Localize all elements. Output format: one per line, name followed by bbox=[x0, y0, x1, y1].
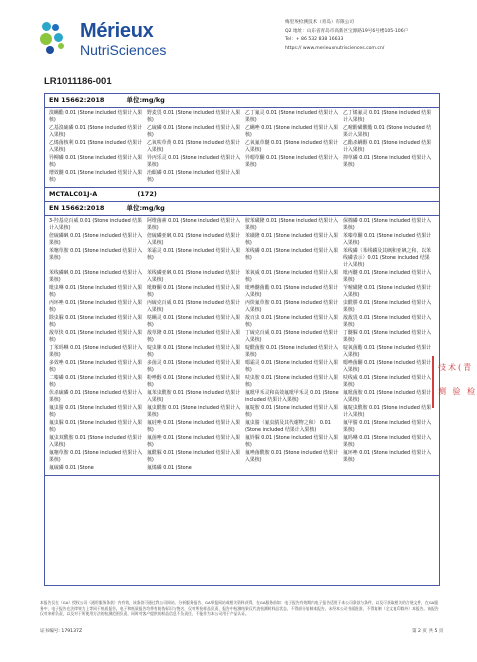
company-line: Q2 地址：山东省青岛市高新区宝源路19号6号楼105-106户 bbox=[285, 28, 409, 34]
brand-subtitle: NutriSciences bbox=[80, 42, 167, 58]
analyte-result: 氟铃脲 0.01 (Stone included 结果计入果核) bbox=[245, 435, 339, 448]
logo-bubbles-icon bbox=[40, 22, 76, 56]
analyte-result: 吡蚜酮 0.01 (Stone included 结果计入果核) bbox=[147, 285, 241, 298]
analyte-result: 吡唑醚菌酯 0.01 (Stone included 结果计入果核) bbox=[245, 285, 339, 298]
analyte-result: 丙炔氟草胺 0.01 (Stone included 结果计入果核) bbox=[245, 300, 339, 313]
analyte-result: 多菌灵 0.01 (Stone included 结果计入果核) bbox=[147, 360, 241, 373]
analyte-result: 溴螨酯 0.01 (Stone included 结果计入果核) bbox=[49, 110, 143, 123]
analyte-result: 氟苯虫酰胺 0.01 (Stone included 结果计入果核) bbox=[147, 390, 241, 403]
analyte-result: 乙基溴硫磷 0.01 (Stone included 结果计入果核) bbox=[49, 125, 143, 138]
analyte-result: 敌敌畏 0.01 (Stone included 结果计入果核) bbox=[343, 315, 432, 328]
page-number: 第 2 页 共 5 页 bbox=[412, 629, 444, 634]
analyte-result: 丁苯吗啉 0.01 (Stone included 结果计入果核) bbox=[49, 345, 143, 358]
analyte-result: 乙烯菌核利 0.01 (Stone included 结果计入果核) bbox=[49, 140, 143, 153]
analyte-result: 苯线磷 0.01 (Stone included 结果计入果核) bbox=[245, 248, 339, 261]
analyte-result: 啶酰菌胺 0.01 (Stone included 结果计入果核) bbox=[245, 345, 339, 358]
analyte-result: 啶虫脒 0.01 (Stone included 结果计入果核) bbox=[147, 345, 241, 358]
stamp-text: 测 验 检 bbox=[438, 387, 477, 396]
analyte-result: 氟吗啉 0.01 (Stone included 结果计入果核) bbox=[343, 435, 432, 448]
footer-note: 本报告仅在（GA）授权公司（通用服务条款）内有效，该条款可通过我公司网站、分析服务报告、GA举报网站或相关资料获得，在GA服务前如：电子报告有效期内电子报告适用于本公司条款与条件，以及可获取相关的合规文件，在GA服务中，电子报告在法律效力上等同于纸质报告。电子和纸质报告均带有防伪标识与签名，仅对所检样品负责，报告中检测结果仅代表检测时样品状态，不得部分复制本报告。未经本公司书面批准，不得复制（全文复印除外）本报告。该报告仅对来样负责，以及对于所使用方法的检测范围负责，同时对客户提供的样品信息不负责任，不能作为本公司用于产品认证。 bbox=[40, 600, 439, 617]
analyte-result: 丙环唑 0.01 (Stone included 结果计入果核) bbox=[49, 300, 143, 313]
analyte-result: 氟吡菌胺 0.01 (Stone included 结果计入果核) bbox=[343, 390, 432, 403]
analyte-result: 丙硫克百威 0.01 (Stone included 结果计入果核) bbox=[147, 300, 241, 313]
analyte-result: 多效唑 0.01 (Stone included 结果计入果核) bbox=[49, 360, 143, 373]
seal-stamp bbox=[432, 356, 475, 408]
analyte-result: 敌草隆 0.01 (Stone included 结果计入果核) bbox=[147, 330, 241, 343]
results-table bbox=[44, 93, 440, 586]
analyte-result: 氟虫双酰胺 0.01 (Stone included 结果计入果核) bbox=[49, 435, 143, 448]
analyte-result: 乙嘧酚磺酸酯 0.01 (Stone included 结果计入果核) bbox=[343, 125, 432, 138]
analyte-result: 氟噻草胺 0.01 (Stone included 结果计入果核) bbox=[49, 450, 143, 463]
analyte-result: 倍硫磷亚砜 0.01 (Stone included 结果计入果核) bbox=[147, 233, 241, 246]
analyte-result: 噁唑菌酮 0.01 (Stone included 结果计入果核) bbox=[343, 360, 432, 373]
analyte-result: 氟菌唑 0.01 (Stone included 结果计入果核) bbox=[147, 435, 241, 448]
analyte-result: 氟唑菌酰胺 0.01 (Stone included 结果计入果核) bbox=[245, 450, 339, 463]
method-label: EN 15662:2018 bbox=[49, 96, 105, 104]
company-line: Tel：+ 86 532 838 16633 bbox=[285, 37, 344, 42]
analyte-result: 伏杀硫磷 0.01 (Stone included 结果计入果核) bbox=[49, 390, 143, 403]
analyte-result: 乙丁烯氟灵 0.01 (Stone included 结果计入果核) bbox=[343, 110, 432, 123]
analyte-result: 虫酰肼 0.01 (Stone included 结果计入果核) bbox=[343, 300, 432, 313]
analyte-result: 苯线磷（苯线磷及其砜和亚砜之和，以苯线磷表示）0.01 (Stone included 结果计入果核) bbox=[343, 248, 432, 268]
analyte-result: 氟环唑 0.01 (Stone included 结果计入果核) bbox=[343, 450, 432, 463]
analyte-result: 氟酰脲 0.01 (Stone included 结果计入果核) bbox=[147, 450, 241, 463]
analyte-result: 氟烯磷 0.01 (Stone bbox=[147, 465, 192, 471]
method-label: EN 15662:2018 bbox=[49, 204, 105, 212]
company-line: https:// www.merieuxnutrisciences.com.cn/ bbox=[285, 45, 385, 51]
analyte-result: 氟啶胺 0.01 (Stone included 结果计入果核) bbox=[245, 405, 339, 418]
results-grid bbox=[49, 218, 437, 473]
analyte-result: 胺苯磺隆 0.01 (Stone included 结果计入果核) bbox=[245, 218, 339, 231]
analyte-result: 氟虫酰胺 0.01 (Stone included 结果计入果核) bbox=[147, 405, 241, 418]
analyte-result: 3-羟基克百威 0.01 (Stone included 结果计入果核) bbox=[49, 218, 143, 231]
analyte-result: 吡丙醚 0.01 (Stone included 结果计入果核) bbox=[343, 270, 432, 283]
analyte-result: 保棉磷 0.01 (Stone included 结果计入果核) bbox=[343, 218, 432, 231]
merieux-logo bbox=[40, 18, 180, 58]
results-grid bbox=[49, 110, 437, 185]
analyte-result: 氟啶虫酰胺 0.01 (Stone included 结果计入果核) bbox=[343, 405, 432, 418]
analyte-result: 治螟磷 0.01 (Stone included 结果计入果核) bbox=[147, 170, 241, 183]
analyte-result: 啶氧菌酯 0.01 (Stone included 结果计入果核) bbox=[343, 345, 432, 358]
analyte-result: 呋虫胺 0.01 (Stone included 结果计入果核) bbox=[245, 375, 339, 388]
cert-label: 证书编号 bbox=[40, 629, 59, 634]
analyte-result: 乙氧呋草黄 0.01 (Stone included 结果计入果核) bbox=[147, 140, 241, 153]
analyte-result: 丁醚脲 0.01 (Stone included 结果计入果核) bbox=[343, 330, 432, 343]
report-number: LR1011186-001 bbox=[44, 76, 112, 87]
analyte-result: 异丙乐灵 0.01 (Stone included 结果计入果核) bbox=[147, 155, 241, 168]
company-line: 梅里埃检测技术（青岛）有限公司 bbox=[285, 20, 354, 25]
analyte-result: 野麦畏 0.01 (Stone included 结果计入果核) bbox=[147, 110, 241, 123]
analyte-result: 倍硫磷砜 0.01 (Stone included 结果计入果核) bbox=[49, 233, 143, 246]
analyte-result: 氟吡甲禾灵和高效氟吡甲禾灵 0.01 (Stone included 结果计入果核) bbox=[245, 390, 339, 403]
analyte-result: 敌草快 0.01 (Stone included 结果计入果核) bbox=[49, 330, 143, 343]
section-header bbox=[45, 202, 439, 216]
analyte-result: 苄嘧磺隆 0.01 (Stone included 结果计入果核) bbox=[343, 285, 432, 298]
analyte-result: 苯线磷砜 0.01 (Stone included 结果计入果核) bbox=[49, 270, 143, 283]
analyte-result: 呋线威 0.01 (Stone included 结果计入果核) bbox=[343, 375, 432, 388]
analyte-result: 氟硫磷 0.01 (Stone bbox=[49, 465, 94, 471]
certificate-number: 证书编号: 179137Z bbox=[40, 629, 83, 634]
analyte-result: 哒螨灵 0.01 (Stone included 结果计入果核) bbox=[147, 315, 241, 328]
results-section bbox=[45, 216, 439, 476]
analyte-result: 丁硫克百威 0.01 (Stone included 结果计入果核) bbox=[245, 330, 339, 343]
analyte-result: 异柳磷 0.01 (Stone included 结果计入果核) bbox=[49, 155, 143, 168]
analyte-result: 二嗪磷 0.01 (Stone included 结果计入果核) bbox=[49, 375, 143, 388]
analyte-result: 阿维菌素 0.01 (Stone included 结果计入果核) bbox=[147, 218, 241, 231]
item-count: (172) bbox=[137, 190, 157, 198]
analyte-result: 氟甲腈 0.01 (Stone included 结果计入果核) bbox=[343, 420, 432, 433]
analyte-result: 粉唑醇 0.01 (Stone included 结果计入果核) bbox=[147, 375, 241, 388]
analyte-result: 苯磺隆 0.01 (Stone included 结果计入果核) bbox=[245, 233, 339, 246]
analyte-result: 苯线磷亚砜 0.01 (Stone included 结果计入果核) bbox=[147, 270, 241, 283]
analyte-result: 苯噻草胺 0.01 (Stone included 结果计入果核) bbox=[49, 248, 143, 261]
analyte-result: 乙酯杀螨醇 0.01 (Stone included 结果计入果核) bbox=[343, 140, 432, 153]
analyte-result: 氟虫腈（氟虫腈及其代谢物之和） 0.01 (Stone included 结果计入果核) bbox=[245, 420, 331, 433]
analyte-result: 乙螨唑 0.01 (Stone included 结果计入果核) bbox=[245, 125, 339, 138]
analyte-result: 除虫脲 0.01 (Stone included 结果计入果核) bbox=[49, 315, 143, 328]
analyte-result: 增效醚 0.01 (Stone included 结果计入果核) bbox=[49, 170, 143, 183]
analyte-result: 苯霜灵 0.01 (Stone included 结果计入果核) bbox=[147, 248, 241, 261]
method-label: MCTALC01J-A bbox=[49, 190, 98, 198]
analyte-result: 敌百虫 0.01 (Stone included 结果计入果核) bbox=[245, 315, 339, 328]
unit-label: 单位:mg/kg bbox=[126, 204, 165, 212]
analyte-result: 吡虫啉 0.01 (Stone included 结果计入果核) bbox=[49, 285, 143, 298]
section-header bbox=[45, 188, 439, 202]
analyte-result: 乙丁氟灵 0.01 (Stone included 结果计入果核) bbox=[245, 110, 339, 123]
analyte-result: 乙硫磷 0.01 (Stone included 结果计入果核) bbox=[147, 125, 241, 138]
analyte-result: 氟硅唑 0.01 (Stone included 结果计入果核) bbox=[147, 420, 241, 433]
analyte-result: 异噁草酮 0.01 (Stone included 结果计入果核) bbox=[245, 155, 339, 168]
analyte-result: 乙氧氟草醚 0.01 (Stone included 结果计入果核) bbox=[245, 140, 339, 153]
results-section bbox=[45, 108, 439, 188]
company-info bbox=[285, 19, 455, 53]
analyte-result: 抑草磷 0.01 (Stone included 结果计入果核) bbox=[343, 155, 432, 168]
section-header bbox=[45, 94, 439, 108]
brand-name: Mérieux bbox=[80, 20, 154, 42]
stamp-text: 技术(青 bbox=[438, 363, 474, 372]
analyte-result: 噁霜灵 0.01 (Stone included 结果计入果核) bbox=[245, 360, 339, 373]
analyte-result: 氟虫腈 0.01 (Stone included 结果计入果核) bbox=[49, 405, 143, 418]
analyte-result: 苯氧威 0.01 (Stone included 结果计入果核) bbox=[245, 270, 339, 283]
analyte-result: 苯嗪草酮 0.01 (Stone included 结果计入果核) bbox=[343, 233, 432, 246]
cert-value: 179137Z bbox=[61, 629, 83, 634]
unit-label: 单位:mg/kg bbox=[126, 96, 165, 104]
analyte-result: 氟虫脲 0.01 (Stone included 结果计入果核) bbox=[49, 420, 143, 433]
